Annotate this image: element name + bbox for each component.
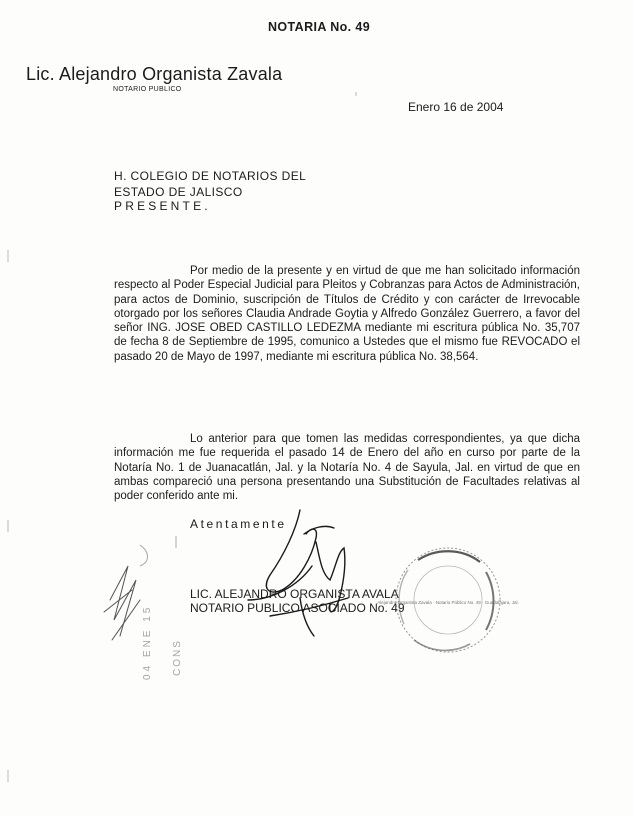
margin-initials-scribble (104, 566, 140, 640)
body-paragraph-2 (114, 432, 580, 503)
margin-stamp-date-text: 04 ENE 15 (142, 604, 153, 680)
recipient-line-3: PRESENTE. (114, 199, 211, 213)
signatory-title: NOTARIO PUBLICO ASOCIADO No. 49 (190, 601, 405, 615)
margin-stamp-cons-text: CONS (172, 639, 183, 676)
signatory-name: LIC. ALEJANDRO ORGANISTA AVALA (190, 587, 399, 601)
body-paragraph-2-text: Lo anterior para que tomen las medidas correspondientes, ya que dicha información me fue requerida el pasado 14 de Enero del año en curso por parte de la Notaría No. 1 de Juanacatlán, Jal. y la Notaría No. 4 de Sayula, Jal. en virtud de que en ambas compareció una persona presentando una Substitución de Facultades relativas al poder conferido ante mi. (114, 433, 580, 503)
recipient-line-1: H. COLEGIO DE NOTARIOS DEL (114, 169, 307, 183)
notary-name-heading: Lic. Alejandro Organista Zavala (26, 64, 283, 84)
notaria-heading: NOTARIA No. 49 (268, 20, 371, 34)
closing-salutation: Atentamente (190, 517, 287, 531)
body-paragraph-1 (114, 264, 580, 364)
body-paragraph-1-text: Por medio de la presente y en virtud de que me han solicitado información respecto al Poder Especial Judicial para Pleitos y Cobranzas para Actos de Administración, para actos de Dominio, suscripción de Títulos de Crédito y con carácter de Irrevocable otorgado por los señores Claudia Andrade Goytia y Alfredo González Guerrero, a favor del señor ING. JOSE OBED CASTILLO LEDEZMA mediante mi escritura pública No. 35,707 de fecha 8 de Septiembre de 1995, comunico a Ustedes que el mismo fue REVOCADO el pasado 20 de Mayo de 1997, mediante mi escritura pública No. 38,564. (114, 265, 580, 363)
recipient-line-2: ESTADO DE JALISCO (114, 185, 243, 199)
seal-text: Alejandro Organista Zavala · Notario Público No. 49 · Guadalajara, Jal. (377, 600, 519, 605)
letter-date: Enero 16 de 2004 (408, 100, 504, 114)
notary-subtitle: NOTARIO PUBLICO (113, 86, 182, 93)
margin-date-stamp (140, 536, 183, 680)
